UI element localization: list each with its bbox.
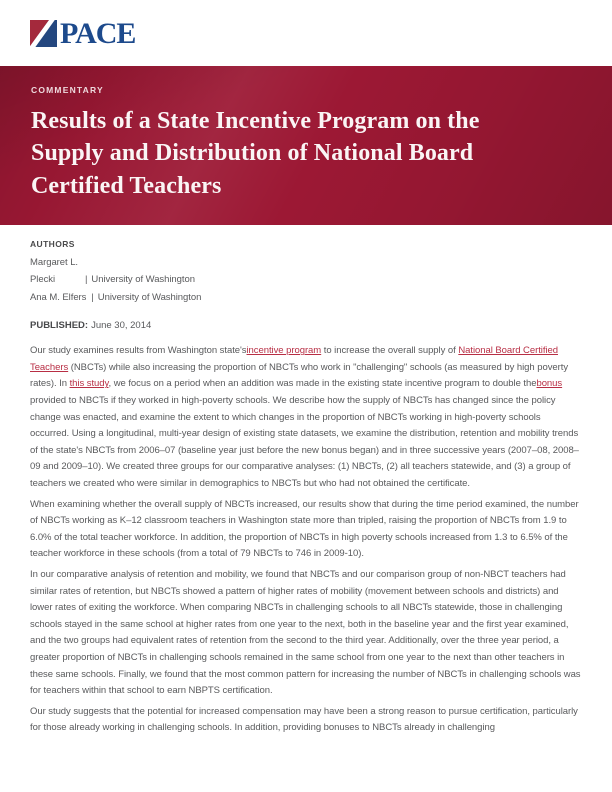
author-affiliation: University of Washington: [91, 274, 195, 286]
published-line: [30, 320, 582, 331]
commentary-kicker: COMMENTARY: [31, 85, 104, 95]
author-first-name-line1: Margaret L.: [30, 257, 79, 268]
author-row: [30, 271, 582, 288]
inline-link[interactable]: bonus: [536, 378, 563, 390]
authors-heading: AUTHORS: [30, 239, 75, 249]
page-header: [0, 0, 612, 66]
title-line-3: Certified Teachers: [31, 172, 222, 199]
author-separator: |: [85, 274, 88, 286]
inline-link[interactable]: National Board Certified Teachers: [30, 345, 558, 373]
author-row: [30, 289, 582, 306]
author-first-name-line2: Plecki: [30, 274, 56, 286]
inline-link[interactable]: this study: [69, 378, 109, 390]
paragraph-4: Our study suggests that the potential for increased compensation may have been a strong reason to pursue certification, particularly for those already working in challenging schools. In addition, providing bonuses to NBCTs already in challenging: [30, 705, 578, 734]
pace-logo: [30, 16, 136, 50]
author-second-name: Ana M. Elfers: [30, 291, 87, 303]
paragraph-1: Our study examines results from Washington state'sincentive program to increase the overall supply of National Board Certified Teachers (NBCTs) while also increasing the proportion of NBCTs who work in "challenging" schools (as measured by high poverty rates). In this study, we focus on a period when an addition was made in the existing state incentive program to double thebonus provided to NBCTs if they worked in high-poverty schools. We describe how the supply of NBCTs has changed since the policy change was enacted, and examine the extent to which changes in the proportion of NBCTs working in high-poverty schools occurred. Using a longitudinal, multi-year design of existing state datasets, we examine the distribution, retention and mobility trends of the state's NBCTs from 2006–07 (baseline year just before the new bonus began) and in three successive years (2007–08, 2008–09 and 2009–10). We created three groups for our comparative analyses: (1) NBCTs, (2) all teachers statewide, and (3) a group of teachers we created who were similar in demographics to NBCTs but who had not obtained the certificate.: [30, 345, 579, 489]
inline-link[interactable]: incentive program: [246, 345, 322, 357]
page-title: [31, 105, 578, 202]
pace-logo-text: PACE: [60, 16, 136, 50]
author-affiliation: University of Washington: [97, 291, 202, 303]
published-date: June 30, 2014: [91, 320, 152, 332]
title-line-1: Results of a State Incentive Program on the: [31, 108, 480, 134]
published-label: PUBLISHED:: [30, 320, 89, 332]
article-body: [0, 239, 612, 737]
title-banner: [0, 66, 612, 225]
article-paragraphs: [30, 343, 582, 737]
author-name-line: [30, 254, 582, 271]
paragraph-3: In our comparative analysis of retention and mobility, we found that NBCTs and our comparison group of non-NBCT teachers had similar rates of retention, but NBCTs showed a pattern of higher rates of mobility (movement between schools and districts) and lower rates of exiting the workforce. When comparing NBCTs in challenging schools to all NBCTs statewide, those in challenging schools stayed in the same school at higher rates from one year to the next, both in the baseline year and the first year examined, and the two groups had equivalent rates of retention from the second to the third year. Additionally, over the three year period, a greater proportion of NBCTs in challenging schools remained in the same school from one year to the next than other teachers in these same schools. Finally, we found that the most common pattern for increasing the number of NBCTs in challenging schools was for teachers within that school to earn NBPTS certification.: [30, 568, 581, 697]
pace-logo-mark-icon: [30, 20, 57, 47]
author-separator: |: [91, 291, 94, 303]
title-line-2: Supply and Distribution of National Board: [31, 140, 474, 167]
paragraph-2: When examining whether the overall supply of NBCTs increased, our results show that during the time period examined, the number of NBCTs working as K–12 classroom teachers in Washington state more than tripled, raising the proportion of NBCTs from 1.9 to 6.0% of the total teacher workforce. In addition, the proportion of NBCTs in high poverty schools increased from 1.3 to 6.5% of the teacher workforce in these schools (from a total of 79 NBCTs to 746 in 2009-10).: [30, 498, 579, 560]
